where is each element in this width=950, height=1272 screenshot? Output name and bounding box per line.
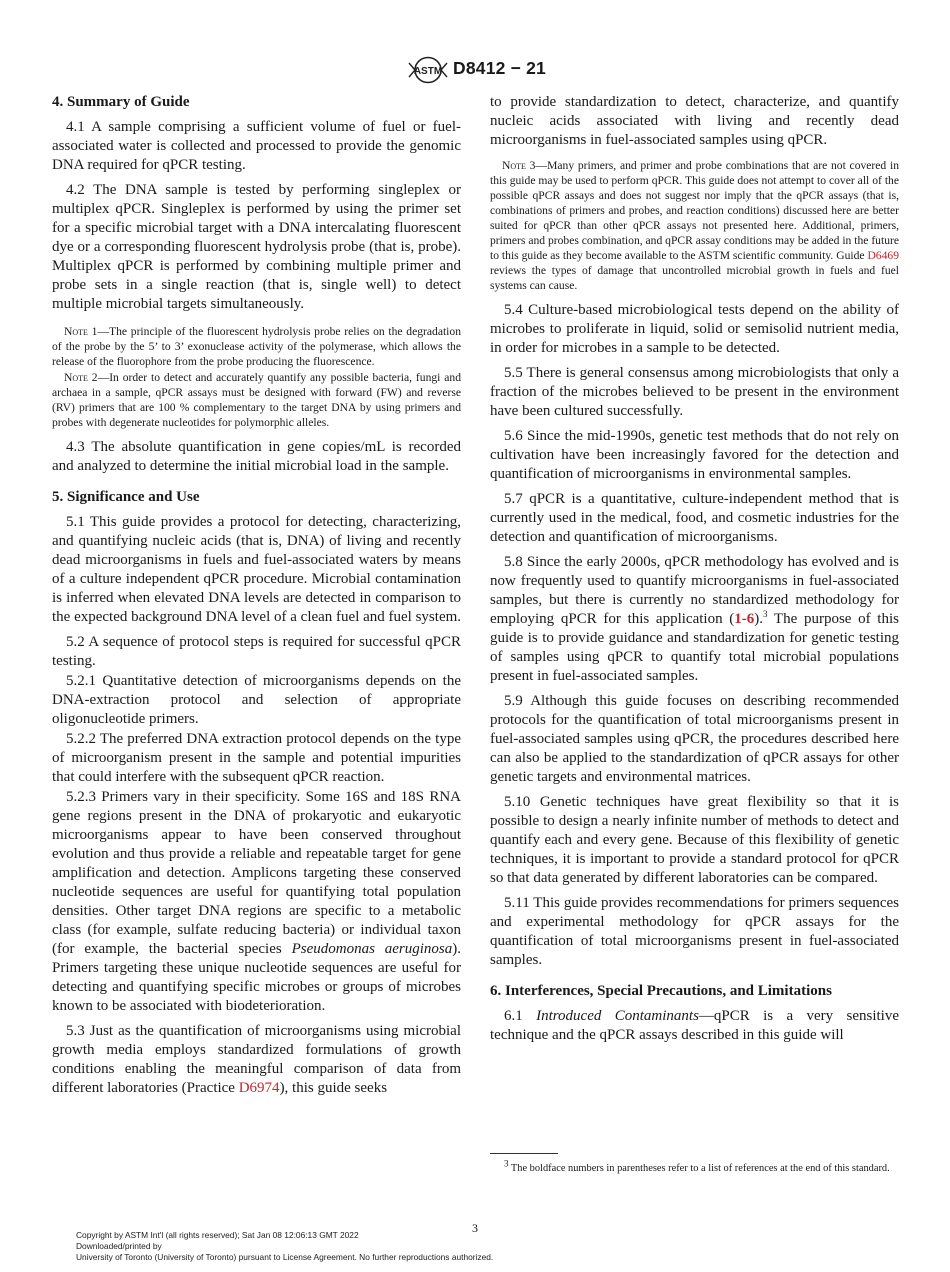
- guide-d6469-link[interactable]: D6469: [867, 249, 899, 262]
- paragraph-5-7: 5.7 qPCR is a quantitative, culture-independent method that is currently used in the medical, food, and cosmetic industries for the detection and quantification of microorganisms.: [490, 491, 899, 545]
- paragraph-5-6: 5.6 Since the mid-1990s, genetic test methods that do not rely on cultivation have been increasingly favored for the detection and quantification of microorganisms in environmental samples.: [490, 428, 899, 482]
- copyright-line-3: University of Toronto (University of Toronto) pursuant to License Agreement. No further reproductions authorized.: [76, 1252, 494, 1263]
- note-3-text-b: reviews the types of damage that uncontrolled microbial growth in fuels and fuel systems can cause.: [490, 264, 899, 292]
- footnote-3-marker: 3: [763, 609, 768, 619]
- page-header: [0, 56, 950, 86]
- left-column: [52, 93, 461, 1104]
- copyright-notice: [76, 1230, 493, 1264]
- copyright-line-1: Copyright by ASTM Int'l (all rights reserved); Sat Jan 08 12:06:13 GMT 2022: [76, 1230, 359, 1240]
- paragraph-6-1-text: —qPCR is a very sensitive technique and the qPCR assays described in this guide will: [490, 1008, 899, 1043]
- astm-logo-icon: [408, 56, 448, 84]
- paragraph-5-3: [52, 1022, 461, 1098]
- footnote-3: [490, 1158, 899, 1176]
- paragraph-5-3-continued: to provide standardization to detect, characterize, and quantify nucleic acids associated with living and recently dead microorganisms in fuel-associated samples using qPCR.: [490, 94, 899, 148]
- paragraph-5-8-text-a: 5.8 Since the early 2000s, qPCR methodology has evolved and is now frequently used to quantify microorganisms in fuel-associated samples, but there is currently no standardized methodology for employing qPCR for this application (: [490, 554, 899, 627]
- note-2-text: —In order to detect and accurately quantify any possible bacteria, fungi and archaea in a sample, qPCR assays must be designed with forward (FW) and reverse (RV) primers that are 100 % complementary to the target DNA by using primers and probes with degenerate nucleotides for polymorphic alleles.: [52, 371, 461, 429]
- paragraph-5-3-text-b: ), this guide seeks: [279, 1080, 388, 1096]
- note-2: [52, 370, 461, 430]
- reference-1-6-link[interactable]: 1-6: [734, 611, 755, 627]
- paragraph-5-9: 5.9 Although this guide focuses on describing recommended protocols for the quantification of total microorganisms present in fuel-associated samples using qPCR, the procedures described here can also be applied to the standardization of qPCR assays for other genetic targets and environmental matrices.: [490, 693, 899, 785]
- note-3-block: [490, 158, 899, 293]
- paragraph-5-2-1: 5.2.1 Quantitative detection of microorganisms depends on the DNA-extraction protocol and selection of appropriate oligonucleotide primers.: [52, 673, 461, 727]
- copyright-line-2: Downloaded/printed by: [76, 1241, 162, 1252]
- document-designation: D8412 − 21: [453, 58, 546, 78]
- paragraph-5-2-3-text-b: ). Primers targeting these unique nucleotide sequences are useful for detecting and quantifying specific microbes or groups of microbes known to be associated with biodeterioration.: [52, 941, 462, 1014]
- right-column: [490, 93, 899, 1051]
- practice-d6974-link[interactable]: D6974: [238, 1080, 280, 1096]
- paragraph-5-2-3: [52, 788, 461, 1016]
- note-1: [52, 324, 461, 369]
- paragraph-4-1: 4.1 A sample comprising a sufficient volume of fuel or fuel-associated water is collected and processed to provide the genomic DNA required for qPCR testing.: [52, 119, 461, 173]
- section-4-heading: 4. Summary of Guide: [52, 94, 190, 110]
- paragraph-4-3: 4.3 The absolute quantification in gene copies/mL is recorded and analyzed to determine the initial microbial load in the sample.: [52, 439, 461, 474]
- paragraph-5-1: 5.1 This guide provides a protocol for detecting, characterizing, and quantifying nucleic acids (that is, DNA) of living and recently dead microorganisms in fuels and fuel-associated waters by means of a culture independent qPCR procedure. Microbial contamination is inferred when elevated DNA levels are detected in comparison to the expected background DNA level of a clean fuel and fuel system.: [52, 514, 462, 625]
- note-3: [490, 158, 899, 293]
- note-1-label: Note 1: [64, 325, 98, 338]
- paragraph-5-8: [490, 553, 899, 686]
- paragraph-5-8-close: ).: [754, 611, 764, 627]
- paragraph-5-2: 5.2 A sequence of protocol steps is required for successful qPCR testing.: [52, 634, 461, 669]
- note-3-text-a: —Many primers, and primer and probe combinations that are not covered in this guide may be used to perform qPCR. This guide does not attempt to cover all of the possible qPCR assays and does not suggest nor imply that the qPCR assays (that is, combinations of primers and probes, and reaction conditions) discussed here are better suited for qPCR than other qPCR assays not presented here. Additional, primers, primers and probes combination, and qPCR assay conditions may be added in the future to this guide as they become available to the ASTM scientific community. Guide: [490, 159, 899, 262]
- paragraph-5-8-text-b: The purpose of this guide is to provide guidance and standardization for genetic testing of samples using qPCR to quantify total microbial populations present in fuel-associated samples.: [490, 611, 899, 684]
- footnote-3-number: 3: [504, 1158, 509, 1169]
- note-3-label: Note 3: [502, 159, 536, 172]
- paragraph-5-4: 5.4 Culture-based microbiological tests depend on the ability of microbes to proliferate in liquid, solid or semisolid nutrient media, in order for microbes in a sample to be detected.: [490, 302, 899, 356]
- paragraph-5-2-3-text-a: 5.2.3 Primers vary in their specificity. Some 16S and 18S RNA gene regions present in the DNA of prokaryotic and eukaryotic microorganisms appear to have been conserved throughout evolution and thus provide a reliable and repeatable target for gene amplification and detection. Amplicons targeting these conserved nucleotide sequences are useful for quantifying total population densities. Other target DNA regions are specific to a metabolic class (for example, sulfate reducing bacteria) or individual taxon (for example, the bacterial species: [52, 789, 461, 957]
- footnote-3-text: The boldface numbers in parentheses refer to a list of references at the end of this standard.: [508, 1163, 890, 1174]
- paragraph-5-2-2: 5.2.2 The preferred DNA extraction protocol depends on the type of microorganism present in the sample and potential impurities that could interfere with the subsequent qPCR reaction.: [52, 731, 461, 785]
- section-6-heading: 6. Interferences, Special Precautions, and Limitations: [490, 983, 832, 999]
- paragraph-6-1-title: Introduced Contaminants: [536, 1008, 699, 1024]
- footnote-divider: [490, 1153, 558, 1154]
- paragraph-5-10: 5.10 Genetic techniques have great flexibility so that it is possible to design a nearly infinite number of methods to detect and quantify each and every gene. Because of this flexibility of genetic techniques, it is important to provide a standard protocol for qPCR so that data generated by different laboratories can be compared.: [490, 794, 899, 886]
- note-1-text: —The principle of the fluorescent hydrolysis probe relies on the degradation of the probe by the 5’ to 3’ exonuclease activity of the polymerase, which allows the release of the fluorophore from the probe producing the fluorescence.: [52, 325, 461, 368]
- paragraph-4-2: 4.2 The DNA sample is tested by performing singleplex or multiplex qPCR. Singleplex is performed by using the primer set for a specific microbial target with a DNA intercalating fluorescent dye or a corresponding fluorescent hydrolysis probe (that is, probe). Multiplex qPCR is performed by combining multiple primer and probe sets in a single reaction (that is, single well) to detect multiple microbial targets simultaneously.: [52, 182, 461, 312]
- svg-text:ASTM: ASTM: [413, 66, 443, 77]
- species-name: Pseudomonas aeruginosa: [291, 941, 453, 957]
- notes-block: [52, 324, 461, 430]
- paragraph-6-1: [490, 1007, 899, 1045]
- paragraph-5-11: 5.11 This guide provides recommendations for primers sequences and experimental methodology for qPCR assays for the quantification of total microorganisms present in fuel-associated samples.: [490, 895, 899, 968]
- paragraph-6-1-number: 6.1: [504, 1008, 537, 1024]
- page-number: 3: [472, 1221, 478, 1235]
- paragraph-5-3-text-a: 5.3 Just as the quantification of microorganisms using microbial growth media employs standardized formulations of growth conditions enabling the meaningful comparison of data from different laboratories (Practice: [52, 1023, 461, 1096]
- note-2-label: Note 2: [64, 371, 98, 384]
- paragraph-5-5: 5.5 There is general consensus among microbiologists that only a fraction of the microbes believed to be present in the environment have been cultured successfully.: [490, 365, 899, 419]
- section-5-heading: 5. Significance and Use: [52, 489, 200, 505]
